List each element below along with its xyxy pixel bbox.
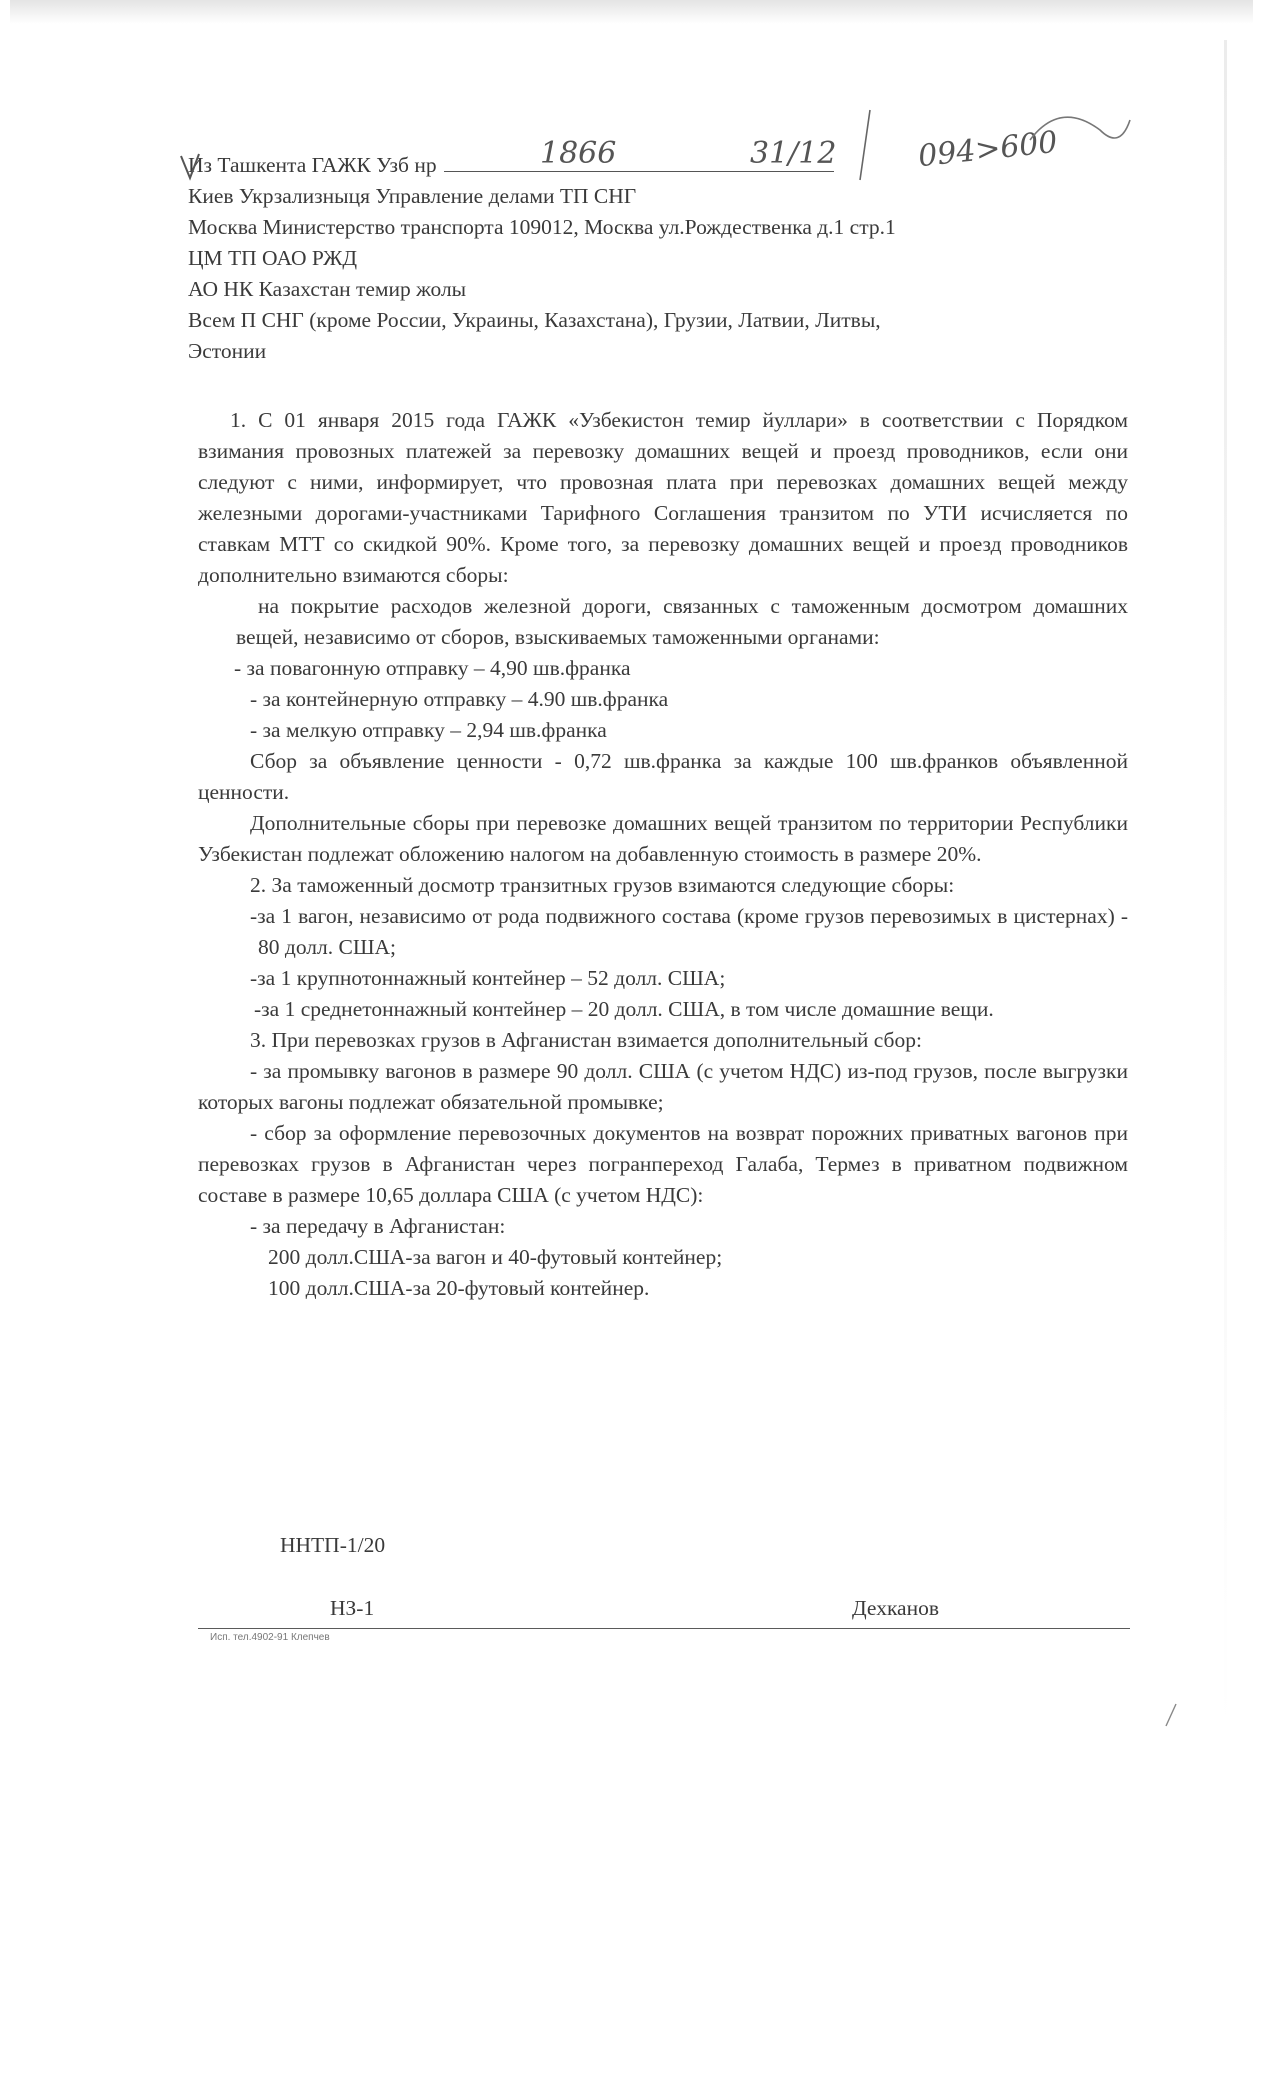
paragraph-1c: Дополнительные сборы при перевозке домашних вещей транзитом по территории Республики Узбекистан подлежат обложению налогом на добавленную стоимость в размере 20%.	[198, 811, 1128, 866]
scan-right-edge-shadow	[1224, 40, 1227, 1740]
document-body	[198, 405, 1128, 1304]
signature-rule	[198, 1628, 1130, 1629]
addressee-line-3: ЦМ ТП ОАО РЖД	[188, 246, 357, 270]
reference-code: ННТП-1/20	[280, 1533, 386, 1557]
sender-prefix: Из Ташкента ГАЖК Узб нр	[188, 153, 437, 177]
addressee-line-1: Киев Укрзализныця Управление делами ТП СНГ	[188, 184, 637, 208]
addressee-line-2: Москва Министерство транспорта 109012, Москва ул.Рождественка д.1 стр.1	[188, 215, 896, 239]
handwritten-check-mark	[178, 152, 202, 182]
fee-item-2: - за контейнерную отправку – 4.90 шв.франка	[250, 687, 669, 711]
paragraph-3b: - сбор за оформление перевозочных документов на возврат порожних приватных вагонов при перевозках грузов в Афганистан через погранпереход Галаба, Термез в приватном подвижном составе в размере 10,65 доллара США (с учетом НДС):	[198, 1121, 1128, 1207]
paragraph-3: 3. При перевозках грузов в Афганистан взимается дополнительный сбор:	[250, 1028, 922, 1052]
paragraph-3d: 200 долл.США-за вагон и 40-футовый контейнер;	[268, 1245, 723, 1269]
paragraph-2c: -за 1 среднетоннажный контейнер – 20 долл. США, в том числе домашние вещи.	[254, 997, 994, 1021]
paragraph-2b: -за 1 крупнотоннажный контейнер – 52 долл. США;	[250, 966, 726, 990]
handwritten-code: 094>600	[916, 124, 1060, 175]
fee-item-1: - за повагонную отправку – 4,90 шв.франка	[234, 656, 631, 680]
department-code: НЗ-1	[330, 1596, 375, 1620]
paragraph-2: 2. За таможенный досмотр транзитных грузов взимаются следующие сборы:	[250, 873, 955, 897]
executor-note: Исп. тел.4902-91 Клепчев	[210, 1632, 330, 1643]
paragraph-1a: на покрытие расходов железной дороги, связанных с таможенным досмотром домашних вещей, независимо от сборов, взыскиваемых таможенными органами:	[236, 594, 1128, 649]
handwritten-stroke-marks	[800, 100, 1140, 190]
paragraph-3a: - за промывку вагонов в размере 90 долл. США (с учетом НДС) из-под грузов, после выгрузки которых вагоны подлежат обязательной промывке;	[198, 1059, 1128, 1114]
addressee-line-4: АО НК Казахстан темир жолы	[188, 277, 467, 301]
scan-top-edge-shadow	[10, 0, 1253, 24]
handwritten-number: 1866	[540, 136, 617, 171]
paragraph-1b: Сбор за объявление ценности - 0,72 шв.франка за каждые 100 шв.франков объявленной ценности.	[198, 749, 1128, 804]
addressee-line-6: Эстонии	[188, 339, 267, 363]
signer-name: Дехканов	[852, 1596, 940, 1620]
fee-item-3: - за мелкую отправку – 2,94 шв.франка	[250, 718, 607, 742]
paragraph-3c: - за передачу в Афганистан:	[250, 1214, 506, 1238]
stray-mark	[1162, 1700, 1182, 1730]
paragraph-3e: 100 долл.США-за 20-футовый контейнер.	[268, 1276, 650, 1300]
addressee-line-5: Всем П СНГ (кроме России, Украины, Казахстана), Грузии, Латвии, Литвы,	[188, 308, 881, 332]
paragraph-1: 1. С 01 января 2015 года ГАЖК «Узбекистон темир йуллари» в соответствии с Порядком взимания провозных платежей за перевозку домашних вещей и проезд проводников, если они следуют с ними, информирует, что провозная плата при перевозках домашних вещей между железными дорогами-участниками Тарифного Соглашения транзитом по УТИ исчисляется по ставкам МТТ со скидкой 90%. Кроме того, за перевозку домашних вещей и проезд проводников дополнительно взимаются сборы:	[198, 408, 1128, 587]
handwritten-date: 31/12	[750, 136, 837, 171]
paragraph-2a: -за 1 вагон, независимо от рода подвижного состава (кроме грузов перевозимых в цистернах) - 80 долл. США;	[250, 904, 1128, 959]
